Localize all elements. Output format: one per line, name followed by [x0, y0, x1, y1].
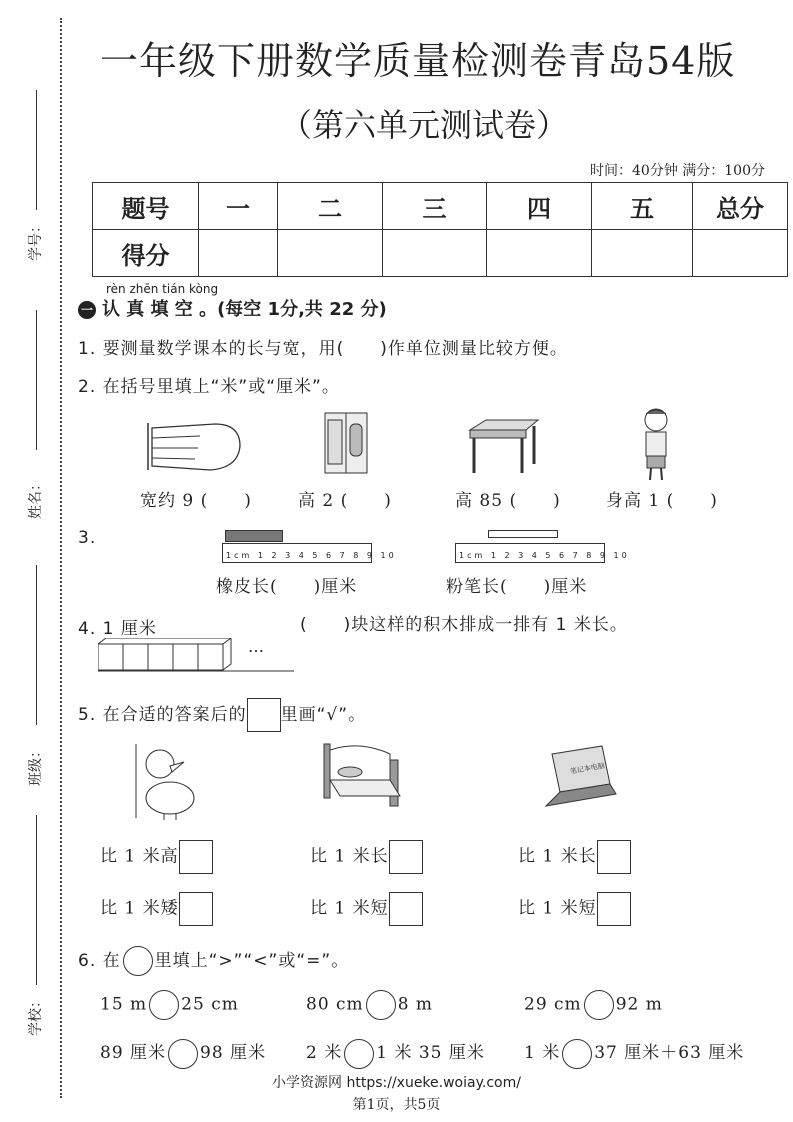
boy-illustration: [638, 406, 674, 482]
page-subtitle: （第六单元测试卷）: [280, 106, 569, 144]
xuexiao-label: 学校：: [28, 994, 44, 1036]
ruler-ticks: 1 2 3 4 5 6 7 8 9 10: [257, 551, 397, 560]
question-6: [78, 946, 349, 976]
compare-left: 29 cm: [524, 994, 582, 1015]
question-3: 3.: [78, 528, 97, 548]
compare-left: 1 米: [524, 1043, 561, 1063]
score-table: [92, 182, 788, 277]
score-header-cell: 一: [199, 183, 278, 230]
ruler-2: [455, 543, 630, 563]
question-5-text-a: 5. 在合适的答案后的: [78, 705, 247, 725]
section-heading: [78, 295, 387, 321]
question-5: [78, 698, 366, 732]
q5-option-label: 比 1 米短: [310, 898, 389, 919]
compare-circle[interactable]: [149, 990, 179, 1020]
banji-line: [36, 565, 37, 725]
q5-checkbox[interactable]: [179, 892, 213, 926]
q2-answer-2[interactable]: 高 2 ( ): [298, 491, 392, 511]
question-6-text-b: 里填上“>”“<”或“=”。: [154, 951, 350, 971]
compare-item: [524, 990, 663, 1020]
question-2: 2. 在括号里填上“米”或“厘米”。: [78, 377, 340, 397]
xuehao-label: 学号：: [28, 219, 44, 261]
question-4[interactable]: ( )块这样的积木排成一排有 1 米长。: [300, 615, 628, 635]
score-header-cell: 五: [592, 183, 693, 230]
compare-item: [306, 1038, 485, 1069]
compare-right: 1 米 35 厘米: [376, 1043, 485, 1063]
q5-option: [310, 840, 423, 874]
compare-item: [306, 990, 433, 1020]
xuexiao-line: [36, 815, 37, 985]
question-1: 1. 要测量数学课本的长与宽，用( )作单位测量比较方便。: [78, 339, 568, 359]
compare-left: 15 m: [100, 994, 148, 1015]
q2-answer-3[interactable]: 高 85 ( ): [455, 491, 561, 511]
q5-checkbox[interactable]: [597, 892, 631, 926]
score-header-cell: 总分: [693, 183, 788, 230]
compare-item: [100, 1038, 266, 1069]
compare-left: 80 cm: [306, 994, 364, 1015]
q5-option: [100, 892, 213, 926]
q5-option-label: 比 1 米长: [310, 846, 389, 867]
checkbox-example: [247, 698, 281, 732]
score-header-cell: 二: [278, 183, 383, 230]
ruler-1: [222, 543, 397, 563]
q5-checkbox[interactable]: [179, 840, 213, 874]
score-cell[interactable]: [199, 230, 278, 277]
footer-page: 第1页，共5页: [352, 1097, 441, 1113]
score-header-row: [93, 183, 788, 230]
compare-left: 2 米: [306, 1043, 343, 1063]
question-4-label: 4. 1 厘米: [78, 619, 157, 639]
laptop-label: 笔记本电脑: [569, 761, 606, 776]
score-row-label: 得分: [93, 230, 199, 277]
compare-left: 89 厘米: [100, 1043, 167, 1063]
blocks-illustration: [98, 638, 298, 672]
score-header-cell: 四: [487, 183, 592, 230]
bed-illustration: [320, 740, 408, 812]
q5-option: [100, 840, 213, 874]
binding-line: [60, 18, 62, 1098]
xingming-line: [36, 310, 37, 450]
compare-right: 37 厘米＋63 厘米: [594, 1043, 745, 1063]
eraser-bar: [225, 530, 283, 542]
compare-item: [524, 1038, 744, 1069]
section-pinyin: rèn zhēn tián kòng: [106, 282, 219, 296]
q5-option: [310, 892, 423, 926]
compare-circle[interactable]: [562, 1039, 592, 1069]
compare-circle[interactable]: [344, 1039, 374, 1069]
section-title: 认 真 填 空 。(每空 1分,共 22 分): [102, 299, 387, 320]
circle-example: [123, 946, 153, 976]
q5-option-label: 比 1 米矮: [100, 898, 179, 919]
chalk-bar: [488, 530, 558, 538]
q5-option-label: 比 1 米长: [518, 846, 597, 867]
compare-right: 92 m: [615, 994, 663, 1015]
score-cell[interactable]: [592, 230, 693, 277]
q5-checkbox[interactable]: [597, 840, 631, 874]
score-header-cell: 三: [383, 183, 487, 230]
compare-circle[interactable]: [584, 990, 614, 1020]
page-title: 一年级下册数学质量检测卷青岛54版: [100, 39, 736, 83]
xingming-label: 姓名：: [28, 477, 44, 519]
q3-answer-2[interactable]: 粉笔长( )厘米: [446, 577, 588, 597]
score-cell[interactable]: [383, 230, 487, 277]
question-6-text-a: 6. 在: [78, 951, 121, 971]
compare-circle[interactable]: [168, 1039, 198, 1069]
q5-checkbox[interactable]: [389, 840, 423, 874]
ruler-unit: 1cm: [459, 551, 486, 560]
question-5-text-b: 里画“√”。: [280, 705, 367, 725]
duck-illustration: [130, 740, 200, 822]
banji-label: 班级：: [28, 744, 44, 786]
ruler-unit: 1cm: [226, 551, 253, 560]
compare-right: 8 m: [397, 994, 434, 1015]
exam-meta: 时间：40分钟 满分：100分: [590, 163, 765, 179]
q2-answer-4[interactable]: 身高 1 ( ): [606, 491, 718, 511]
q2-answer-1[interactable]: 宽约 9 ( ): [140, 491, 252, 511]
laptop-illustration: [540, 744, 618, 810]
q3-answer-1[interactable]: 橡皮长( )厘米: [216, 577, 358, 597]
q5-checkbox[interactable]: [389, 892, 423, 926]
compare-right: 25 cm: [181, 994, 239, 1015]
q5-option: [518, 840, 631, 874]
xuehao-line: [36, 90, 37, 210]
q5-option-label: 比 1 米短: [518, 898, 597, 919]
score-cell[interactable]: [278, 230, 383, 277]
compare-right: 98 厘米: [200, 1043, 267, 1063]
score-input-row: [93, 230, 788, 277]
score-cell[interactable]: [487, 230, 592, 277]
score-cell[interactable]: [693, 230, 788, 277]
ruler-ticks: 1 2 3 4 5 6 7 8 9 10: [490, 551, 630, 560]
score-header-cell: 题号: [93, 183, 199, 230]
blocks-ellipsis: …: [248, 637, 264, 656]
table-illustration: [466, 418, 542, 476]
compare-item: [100, 990, 239, 1020]
wardrobe-illustration: [322, 410, 370, 476]
hand-illustration: [140, 418, 245, 478]
footer-site: 小学资源网 https://xueke.woiay.com/: [272, 1075, 521, 1091]
section-number: 一: [78, 301, 96, 319]
q5-option: [518, 892, 631, 926]
q5-option-label: 比 1 米高: [100, 846, 179, 867]
compare-circle[interactable]: [366, 990, 396, 1020]
